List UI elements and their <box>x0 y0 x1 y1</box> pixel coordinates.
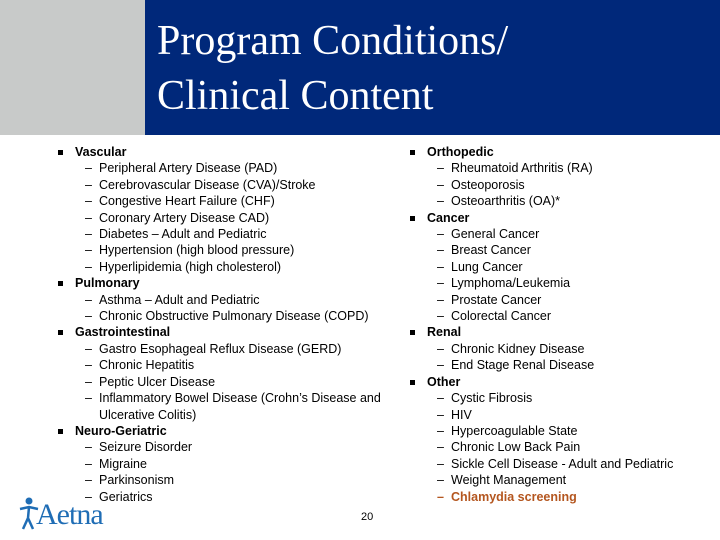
square-bullet-icon <box>410 216 415 221</box>
section-vascular <box>58 144 398 275</box>
square-bullet-icon <box>58 281 63 286</box>
section-heading: Orthopedic <box>427 145 494 159</box>
aetna-logo-text: Aetna <box>36 498 103 531</box>
condition-item: – Prostate Cancer <box>427 292 710 308</box>
condition-item: – Hypercoagulable State <box>427 423 710 439</box>
condition-list <box>427 160 710 209</box>
section-heading: Cancer <box>427 210 470 225</box>
slide-title <box>157 14 707 124</box>
slide-title-line-2: Clinical Content <box>157 73 434 119</box>
header-gray-band <box>0 0 145 135</box>
condition-item: – End Stage Renal Disease <box>427 357 710 373</box>
section-neuro-geriatric <box>58 423 398 505</box>
square-bullet-icon <box>58 330 63 335</box>
section-other <box>410 374 710 505</box>
condition-item: – Sickle Cell Disease - Adult and Pediatric <box>427 456 710 472</box>
section-cancer <box>410 210 710 325</box>
condition-item: – Peripheral Artery Disease (PAD) <box>75 160 398 176</box>
condition-item: – Chlamydia screening <box>427 489 710 505</box>
condition-list <box>75 160 398 275</box>
section-heading: Neuro-Geriatric <box>75 423 167 438</box>
section-heading: Other <box>427 374 461 389</box>
page-number: 20 <box>361 511 374 523</box>
square-bullet-icon <box>410 380 415 385</box>
condition-item: – Parkinsonism <box>75 472 398 488</box>
condition-list <box>427 226 710 324</box>
condition-item: – Breast Cancer <box>427 242 710 258</box>
section-orthopedic <box>410 144 710 210</box>
condition-item: – Congestive Heart Failure (CHF) <box>75 193 398 209</box>
condition-item: – Chronic Kidney Disease <box>427 341 710 357</box>
condition-list <box>75 439 398 505</box>
square-bullet-icon <box>58 429 63 434</box>
condition-item: – Osteoporosis <box>427 177 710 193</box>
condition-list <box>75 292 398 325</box>
condition-item: – Asthma – Adult and Pediatric <box>75 292 398 308</box>
condition-item: – Lung Cancer <box>427 259 710 275</box>
slide-title-line-1: Program Conditions/ <box>157 18 509 64</box>
section-heading: Renal <box>427 325 462 340</box>
condition-item: – Colorectal Cancer <box>427 308 710 324</box>
condition-item: – Seizure Disorder <box>75 439 398 455</box>
condition-item: – Lymphoma/Leukemia <box>427 275 710 291</box>
condition-list <box>427 390 710 505</box>
condition-item: – Hypertension (high blood pressure) <box>75 242 398 258</box>
condition-item: – Geriatrics <box>75 489 398 505</box>
condition-item: – Rheumatoid Arthritis (RA) <box>427 160 710 176</box>
condition-list <box>75 341 398 423</box>
condition-item: – Weight Management <box>427 472 710 488</box>
condition-item: – Cerebrovascular Disease (CVA)/Stroke <box>75 177 398 193</box>
condition-item: – Migraine <box>75 456 398 472</box>
square-bullet-icon <box>58 150 63 155</box>
condition-item: – HIV <box>427 407 710 423</box>
right-column <box>410 144 710 505</box>
section-gastrointestinal <box>58 324 398 422</box>
section-heading: Gastrointestinal <box>75 325 171 340</box>
condition-item: – Gastro Esophageal Reflux Disease (GERD) <box>75 341 398 357</box>
square-bullet-icon <box>410 150 415 155</box>
section-heading: Pulmonary <box>75 276 140 291</box>
condition-list <box>427 341 710 374</box>
section-heading: Vascular <box>75 145 127 159</box>
section-pulmonary <box>58 275 398 324</box>
condition-item: – Chronic Hepatitis <box>75 357 398 373</box>
condition-item: – Chronic Obstructive Pulmonary Disease (COPD) <box>75 308 398 324</box>
aetna-logo <box>18 494 103 530</box>
condition-item: – Hyperlipidemia (high cholesterol) <box>75 259 398 275</box>
condition-item: – Coronary Artery Disease CAD) <box>75 210 398 226</box>
condition-item: – Osteoarthritis (OA)* <box>427 193 710 209</box>
condition-item: – Diabetes – Adult and Pediatric <box>75 226 398 242</box>
section-renal <box>410 324 710 373</box>
square-bullet-icon <box>410 330 415 335</box>
left-column <box>58 144 398 505</box>
condition-item: – Inflammatory Bowel Disease (Crohn’s Disease and Ulcerative Colitis) <box>75 390 398 423</box>
condition-item: – General Cancer <box>427 226 710 242</box>
condition-item: – Cystic Fibrosis <box>427 390 710 406</box>
condition-item: – Chronic Low Back Pain <box>427 439 710 455</box>
condition-item: – Peptic Ulcer Disease <box>75 374 398 390</box>
